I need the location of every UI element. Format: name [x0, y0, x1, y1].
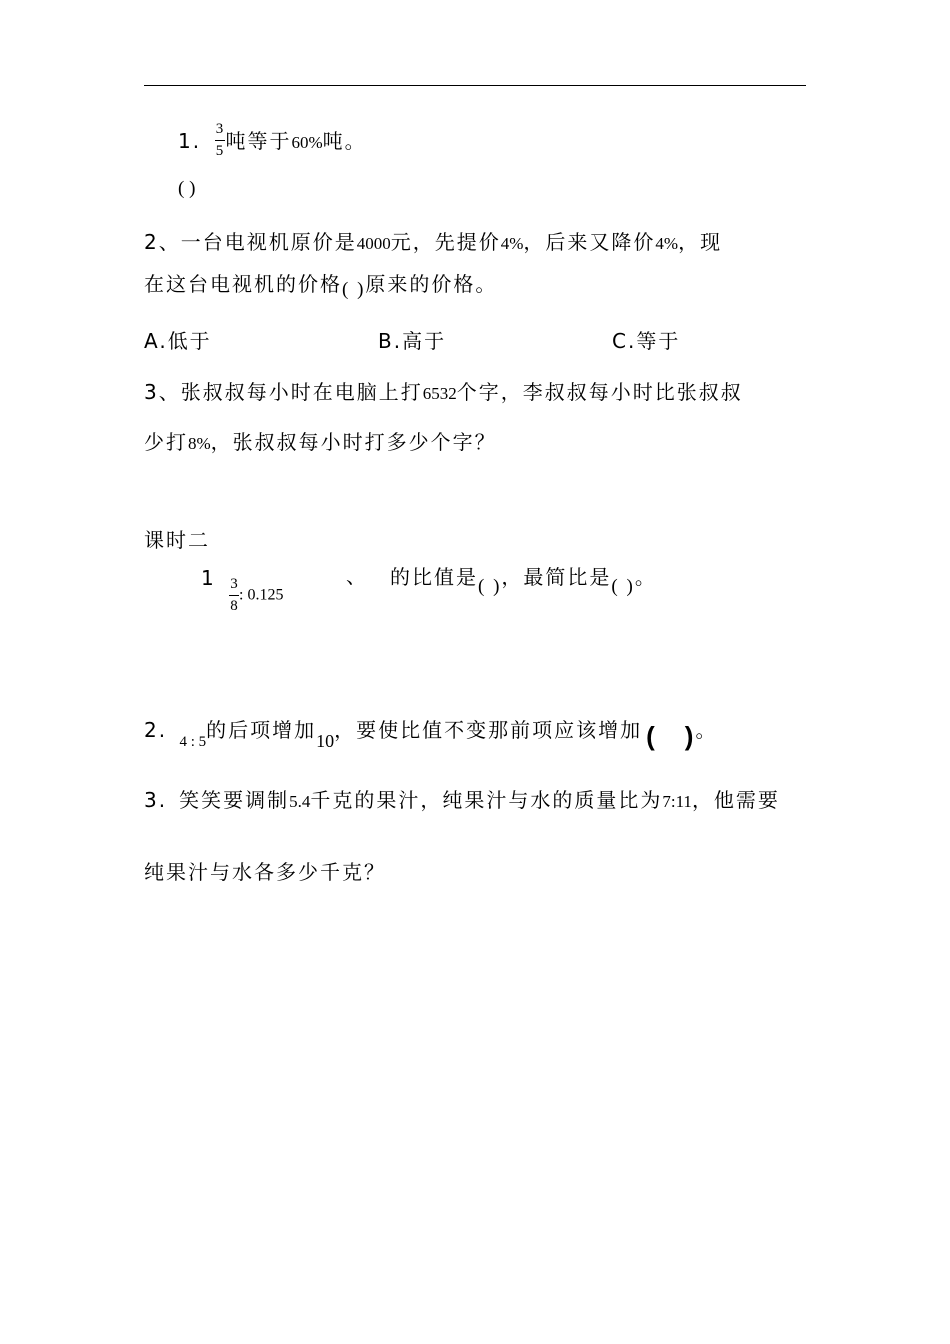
- l1-q2-line2: [144, 272, 498, 300]
- l2-q2-text-a: 的后项增加: [206, 718, 317, 742]
- l2-q1-separator: 、: [346, 564, 368, 588]
- l1-q1-text-b: 吨。: [322, 129, 367, 153]
- l1-q1-number: 1.: [178, 129, 202, 153]
- l1-q3-count: 6532: [422, 384, 457, 403]
- l2-q3-text-a: 笑笑要调制: [179, 788, 290, 812]
- l2-q2-number: 2.: [144, 718, 168, 742]
- l1-q1-answer-blank[interactable]: ( ): [178, 178, 196, 199]
- lesson2-heading: 课时二: [144, 528, 210, 552]
- l2-q1-fraction: [229, 577, 239, 614]
- l1-q1-fraction: [215, 122, 225, 159]
- l1-q2-rate1: 4%: [500, 234, 524, 253]
- l2-q1-fraction-numerator: 3: [230, 576, 238, 592]
- fraction-bar: [229, 595, 239, 596]
- l1-q3-text-b: 个字，李叔叔每小时比张叔叔: [456, 380, 743, 404]
- l1-q2-option-b[interactable]: B.高于: [378, 329, 447, 353]
- l2-q1-text-a: 的比值是: [390, 565, 478, 589]
- l2-q1-text-b: ，最简比是: [501, 565, 612, 589]
- l1-q2-text-c: ，后来又降价: [523, 230, 656, 254]
- l1-q2-text-b: 元，先提价: [390, 230, 501, 254]
- l2-q2-addend: 10: [316, 731, 335, 751]
- l2-q3-mass: 5.4: [289, 792, 311, 811]
- l1-q3-line2: [144, 432, 497, 452]
- l2-q2-line: [144, 715, 718, 751]
- l1-q1-fraction-denominator: 5: [215, 143, 226, 159]
- l1-q2-text-a: 一台电视机原价是: [180, 230, 357, 254]
- l2-q3-line2: 纯果汁与水各多少千克？: [144, 860, 386, 884]
- l1-q2-text-d: ，现: [678, 230, 723, 254]
- l2-q3-number: 3.: [144, 788, 168, 812]
- l1-q3-text-c: 少打: [144, 430, 188, 454]
- l2-q1-answer-blank-1[interactable]: ( ): [478, 576, 502, 597]
- l2-q1-text: [390, 565, 657, 597]
- l2-q3-text-c: ，他需要: [691, 788, 780, 812]
- l2-q1-number: 1: [201, 566, 216, 590]
- l2-q1-ratio-tail: : 0.125: [239, 586, 284, 604]
- l1-q2-option-a[interactable]: A.低于: [144, 329, 212, 353]
- l1-q2-answer-blank[interactable]: ( ): [342, 279, 366, 300]
- l1-q2-text-e: 在这台电视机的价格: [144, 272, 342, 296]
- l1-q2-number: 2、: [144, 230, 181, 254]
- l2-q2-text-b: ，要使比值不变那前项应该增加: [334, 718, 643, 742]
- l2-q2-text-c: 。: [695, 718, 718, 742]
- l1-q1-text-a: 吨等于: [225, 129, 292, 153]
- l1-q1-line: [178, 121, 367, 161]
- l1-q3-line1: [144, 382, 743, 402]
- l1-q3-number: 3、: [144, 380, 181, 404]
- l1-q2-price: 4000: [356, 234, 391, 253]
- l1-q3-text-a: 张叔叔每小时在电脑上打: [180, 380, 423, 404]
- header-rule: [144, 85, 806, 86]
- l2-q1-text-c: 。: [634, 565, 657, 589]
- l2-q1-fraction-denominator: 8: [230, 598, 238, 614]
- l2-q3-line1: [144, 790, 780, 810]
- l1-q1-value: 60%: [291, 133, 323, 152]
- l1-q2-line1: [144, 232, 722, 252]
- l1-q3-rate: 8%: [188, 434, 211, 453]
- l2-q2-ratio: 4 : 5: [179, 734, 207, 750]
- l1-q1-fraction-numerator: 3: [215, 121, 226, 137]
- l2-q3-ratio: 7:11: [662, 792, 692, 811]
- l1-q2-rate2: 4%: [655, 234, 679, 253]
- l1-q2-text-f: 原来的价格。: [365, 272, 498, 296]
- l1-q3-text-d: ，张叔叔每小时打多少个字？: [210, 430, 497, 454]
- l2-q1-ratio: [229, 577, 283, 614]
- l1-q2-option-c[interactable]: C.等于: [612, 329, 681, 353]
- l2-q3-text-b: 千克的果汁，纯果汁与水的质量比为: [310, 788, 663, 812]
- l2-q1-answer-blank-2[interactable]: ( ): [611, 576, 635, 597]
- fraction-bar: [215, 140, 225, 141]
- l2-q2-answer-blank[interactable]: ( ): [646, 721, 696, 751]
